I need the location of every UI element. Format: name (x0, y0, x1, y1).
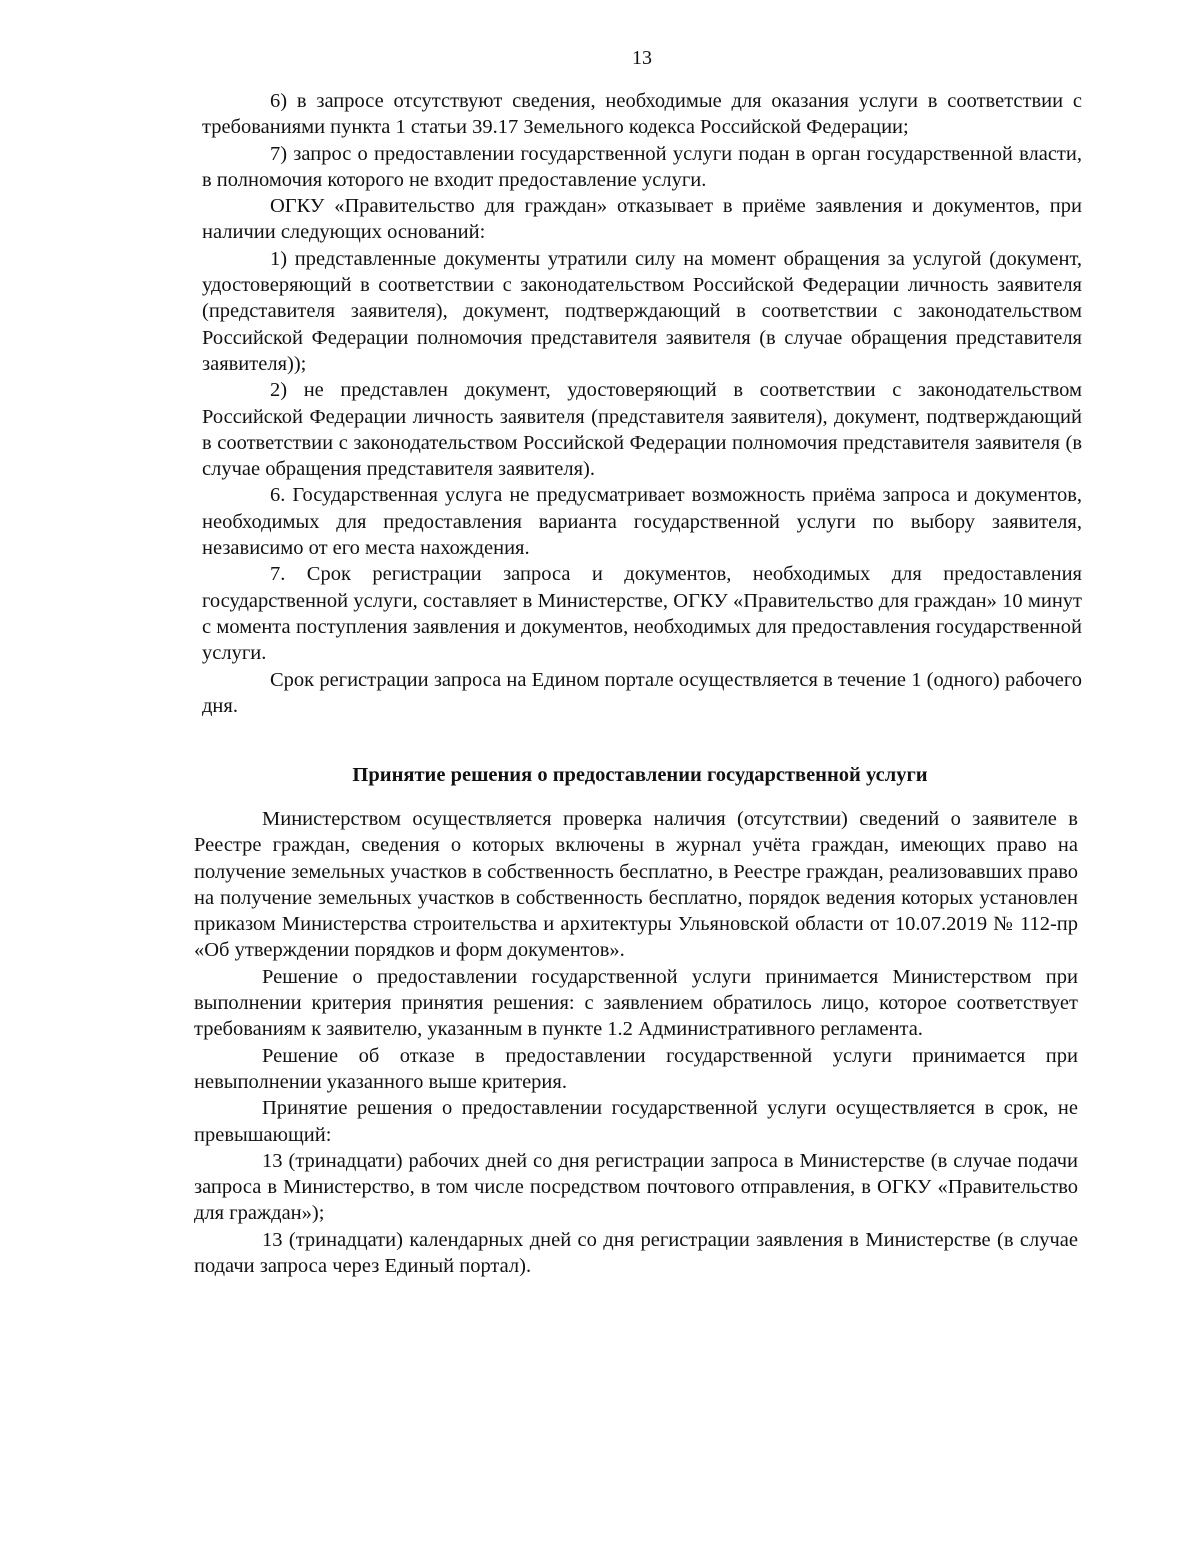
paragraph-clause-6: 6. Государственная услуга не предусматривает возможность приёма запроса и документов, необходимых для предоставления варианта государственной услуги по выбору заявителя, независимо от его места нахождения. (202, 484, 1082, 560)
paragraph-item-6: 6) в запросе отсутствуют сведения, необходимые для оказания услуги в соответствии с требованиями пункта 1 статьи 39.17 Земельного кодекса Российской Федерации; (202, 90, 1082, 139)
page-number: 13 (632, 47, 652, 69)
section-heading: Принятие решения о предоставлении государственной услуги (352, 764, 928, 786)
paragraph-ground-2: 2) не представлен документ, удостоверяющий в соответствии с законодательством Российской Федерации личность заявителя (представителя заявителя), документ, подтверждающий в соответствии с законодательством Российской Федерации полномочия представителя заявителя (в случае обращения представителя заявителя). (202, 379, 1082, 481)
bottom-text-block (194, 806, 1078, 1279)
paragraph-ground-1: 1) представленные документы утратили силу на момент обращения за услугой (документ, удостоверяющий в соответствии с законодательством Российской Федерации личность заявителя (представителя заявителя), документ, подтверждающий в соответствии с законодательством Российской Федерации полномочия представителя заявителя (в случае обращения представителя заявителя)); (202, 247, 1082, 375)
paragraph-decision-criteria: Решение о предоставлении государственной услуги принимается Министерством при выполнении критерия принятия решения: с заявлением обратилось лицо, которое соответствует требованиям к заявителю, указанным в пункте 1.2 Административного регламента. (194, 965, 1078, 1041)
top-text-block (202, 88, 1082, 719)
paragraph-term-calendar-days: 13 (тринадцати) календарных дней со дня регистрации заявления в Министерстве (в случае подачи запроса через Единый портал). (194, 1228, 1078, 1278)
paragraph-clause-7: 7. Срок регистрации запроса и документов, необходимых для предоставления государственной услуги, составляет в Министерстве, ОГКУ «Правительство для граждан» 10 минут с момента поступления заявления и документов, необходимых для предоставления государственной услуги. (202, 563, 1082, 665)
paragraph-item-7: 7) запрос о предоставлении государственной услуги подан в орган государственной власти, в полномочия которого не входит предоставление услуги. (202, 142, 1082, 191)
paragraph-ogku-refusal: ОГКУ «Правительство для граждан» отказывает в приёме заявления и документов, при наличии следующих оснований: (202, 195, 1082, 244)
paragraph-portal-registration: Срок регистрации запроса на Едином портале осуществляется в течение 1 (одного) рабочего дня. (202, 668, 1082, 717)
paragraph-term-working-days: 13 (тринадцати) рабочих дней со дня регистрации запроса в Министерстве (в случае подачи запроса в Министерство, в том числе посредством почтового отправления, в ОГКУ «Правительство для граждан»); (194, 1149, 1078, 1225)
paragraph-decision-term: Принятие решения о предоставлении государственной услуги осуществляется в срок, не превышающий: (194, 1097, 1078, 1146)
paragraph-registry-check: Министерством осуществляется проверка наличия (отсутствии) сведений о заявителе в Реестре граждан, сведения о которых включены в журнал учёта граждан, имеющих право на получение земельных участков в собственность бесплатно, в Реестре граждан, реализовавших право на получение земельных участков в собственность бесплатно, порядок ведения которых установлен приказом Министерства строительства и архитектуры Ульяновской области от 10.07.2019 № 112-пр «Об утверждении порядков и форм документов». (194, 808, 1078, 962)
paragraph-refusal-decision: Решение об отказе в предоставлении государственной услуги принимается при невыполнении указанного выше критерия. (194, 1044, 1078, 1093)
